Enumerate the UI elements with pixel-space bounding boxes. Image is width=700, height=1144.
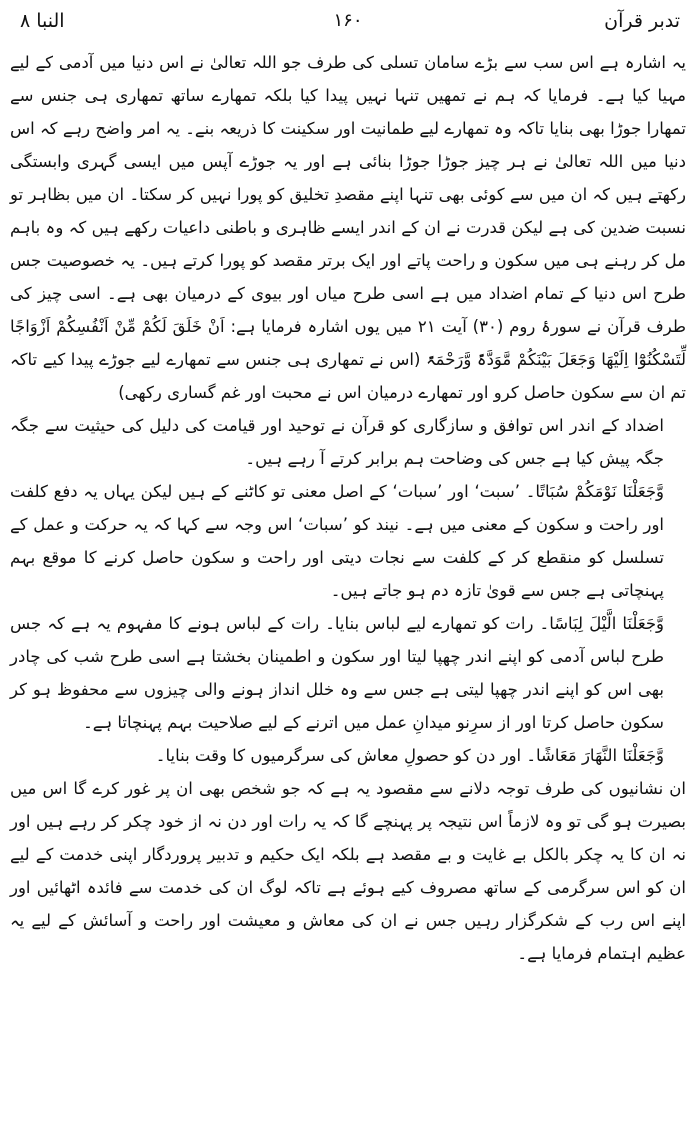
paragraph-1: یہ اشارہ ہے اس سب سے بڑے سامان تسلی کی طرف جو اللہ تعالیٰ نے اس دنیا میں آدمی کے لیے مہیا کیا ہے۔ فرمایا کہ ہم نے تمھیں تنہا نہیں پیدا کیا بلکہ تمھارے ساتھ تمھاری ہی جنس سے تمھارا جوڑا بھی بنایا تاکہ وہ تمھارے لیے طمانیت اور سکینت کا ذریعہ بنے۔ یہ امر واضح رہے کہ اس دنیا میں اللہ تعالیٰ نے ہر چیز جوڑا جوڑا بنائی ہے اور یہ جوڑے آپس میں ایسی گہری وابستگی رکھتے ہیں کہ ان میں سے کوئی بھی تنہا اپنے مقصدِ تخلیق کو پورا نہیں کر سکتا۔ ان میں بظاہر تو نسبت ضدین کی ہے لیکن قدرت نے ان کے اندر ایسے ظاہری و باطنی داعیات رکھے ہیں کہ وہ باہم مل کر رہنے ہی میں سکون و راحت پاتے اور ایک برتر مقصد کو پورا کرتے ہیں۔ یہ خصوصیت جس طرح اس دنیا کے تمام اضداد میں ہے اسی طرح میاں اور بیوی کے درمیان بھی ہے۔ اسی چیز کی طرف قرآن نے سورۂ روم (۳۰) آیت ۲۱ میں یوں اشارہ فرمایا ہے: اَنْ خَلَقَ لَکُمْ مِّنْ اَنْفُسِکُمْ اَزْوَاجًا لِّتَسْکُنُوْٓا اِلَیْھَا وَجَعَلَ بَیْنَکُمْ مَّوَدَّۃً وَّرَحْمَۃً (اس نے تمھاری ہی جنس سے تمھارے لیے جوڑے پیدا کیے تاکہ تم ان سے سکون حاصل کرو اور تمھارے درمیان اس نے محبت اور غم گساری رکھی) — [10, 53, 687, 402]
chapter-reference: النبا ۸ — [20, 10, 65, 32]
paragraph-2: اضداد کے اندر اس توافق و سازگاری کو قرآن نے توحید اور قیامت کی دلیل کی حیثیت سے جگہ جگہ پیش کیا ہے جس کی وضاحت ہم برابر کرتے آ رہے ہیں۔ — [10, 416, 664, 468]
book-title: تدبر قرآن — [604, 10, 680, 32]
paragraph-4: وَّجَعَلْنَا الَّیْلَ لِبَاسًا۔ رات کو تمھارے لیے لباس بنایا۔ رات کے لباس ہونے کا مفہوم یہ ہے کہ جس طرح لباس آدمی کو اپنے اندر چھپا لیتا اور سکون و اطمینان بخشتا ہے اسی طرح شب کی چادر بھی اس کو اپنے اندر چھپا لیتی ہے جس سے وہ خلل انداز ہونے والی چیزوں سے محفوظ ہو کر سکون حاصل کرتا اور از سرِنو میدانِ عمل میں اترنے کے لیے صلاحیت بہم پہنچاتا ہے۔ — [10, 614, 664, 732]
paragraph-6: ان نشانیوں کی طرف توجہ دلانے سے مقصود یہ ہے کہ جو شخص بھی ان پر غور کرے گا اس میں بصیرت ہو گی تو وہ لازماً اس نتیجہ پر پہنچے گا کہ یہ رات اور دن نہ از خود چکر کر رہے ہیں اور نہ ان کا یہ چکر بالکل بے غایت و بے مقصد ہے بلکہ ایک حکیم و تدبیر پروردگار اپنی خدمت کے لیے ان کو اس سرگرمی کے ساتھ مصروف کیے ہوئے ہے تاکہ لوگ ان کی خدمت سے فائدہ اٹھائیں اور اپنے اس رب کے شکرگزار رہیں جس نے ان کی معاش و معیشت اور راحت و آسائش کے لیے یہ عظیم اہتمام فرمایا ہے۔ — [10, 779, 686, 963]
page-number: ۱۶۰ — [333, 10, 363, 31]
body-text — [10, 46, 686, 970]
paragraph-5: وَّجَعَلْنَا النَّھَارَ مَعَاشًا۔ اور دن کو حصولِ معاش کی سرگرمیوں کا وقت بنایا۔ — [155, 746, 664, 765]
running-header — [10, 8, 686, 38]
paragraph-3: وَّجَعَلْنَا نَوْمَکُمْ سُبَاتًا۔ ’سبت‘ اور ’سبات‘ کے اصل معنی تو کاٹنے کے ہیں لیکن یہاں یہ دفع کلفت اور راحت و سکون کے معنی میں ہے۔ نیند کو ’سبات‘ اس وجہ سے کہا کہ یہ حرکت و عمل کے تسلسل کو منقطع کر کے کلفت سے نجات دیتی اور راحت و سکون حاصل کرنے کا موقع بہم پہنچاتی ہے جس سے قویٰ تازہ دم ہو جاتے ہیں۔ — [10, 482, 664, 600]
